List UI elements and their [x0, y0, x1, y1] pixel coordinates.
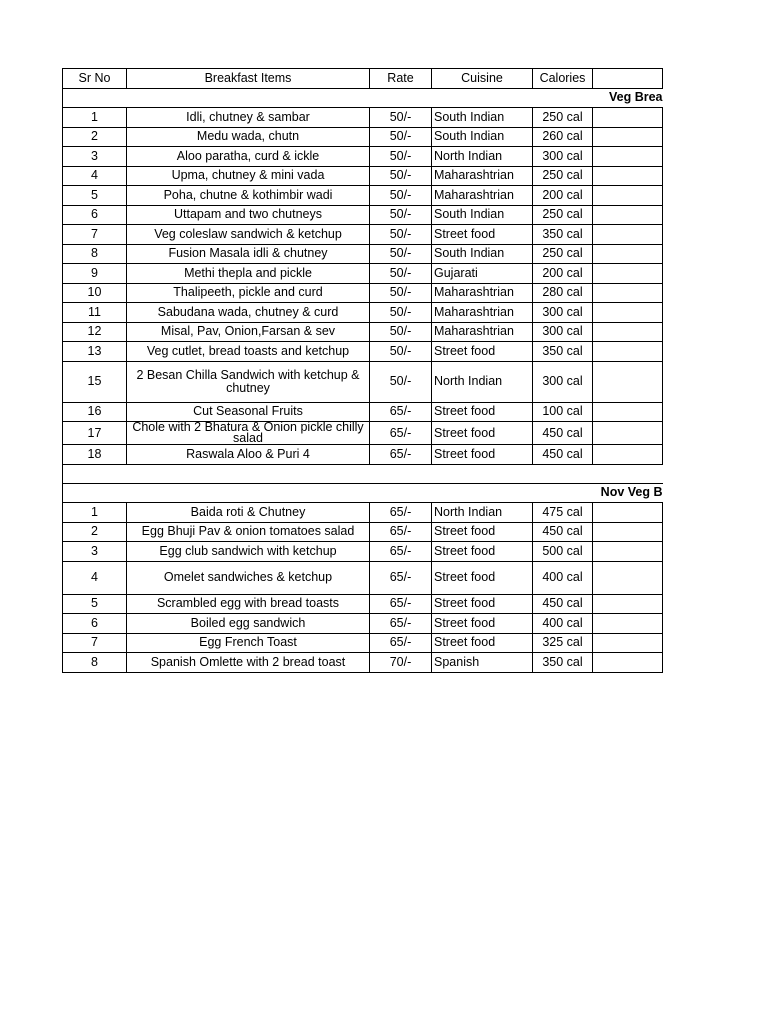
table-row	[63, 225, 663, 245]
calories-cell: 250 cal	[533, 205, 593, 225]
header-sr-no: Sr No	[63, 69, 127, 89]
cuisine-cell: Street food	[432, 522, 533, 542]
cuisine-cell: Spanish	[432, 653, 533, 673]
rate-cell: 65/-	[370, 633, 432, 653]
extra-cell	[593, 614, 663, 634]
rate-cell: 65/-	[370, 594, 432, 614]
extra-cell	[593, 445, 663, 465]
calories-cell: 350 cal	[533, 225, 593, 245]
menu-sheet	[62, 68, 663, 673]
sr-no-cell: 12	[63, 322, 127, 342]
item-cell: 2 Besan Chilla Sandwich with ketchup & chutney	[127, 361, 370, 402]
extra-cell	[593, 594, 663, 614]
extra-cell	[593, 402, 663, 422]
table-row	[63, 322, 663, 342]
extra-cell	[593, 361, 663, 402]
item-cell: Egg French Toast	[127, 633, 370, 653]
item-cell: Cut Seasonal Fruits	[127, 402, 370, 422]
item-cell: Thalipeeth, pickle and curd	[127, 283, 370, 303]
item-cell: Aloo paratha, curd & ickle	[127, 147, 370, 167]
item-cell: Fusion Masala idli & chutney	[127, 244, 370, 264]
sr-no-cell: 13	[63, 342, 127, 362]
extra-cell	[593, 264, 663, 284]
cuisine-cell: Gujarati	[432, 264, 533, 284]
nonveg-section-spacer	[63, 483, 533, 503]
item-cell: Raswala Aloo & Puri 4	[127, 445, 370, 465]
cuisine-cell: Street food	[432, 633, 533, 653]
item-cell: Egg Bhuji Pav & onion tomatoes salad	[127, 522, 370, 542]
sr-no-cell: 7	[63, 633, 127, 653]
item-cell: Methi thepla and pickle	[127, 264, 370, 284]
blank-row	[63, 464, 663, 483]
cuisine-cell: South Indian	[432, 127, 533, 147]
table-row	[63, 614, 663, 634]
table-row	[63, 264, 663, 284]
calories-cell: 300 cal	[533, 147, 593, 167]
rate-cell: 50/-	[370, 205, 432, 225]
calories-cell: 250 cal	[533, 166, 593, 186]
extra-cell	[593, 653, 663, 673]
extra-cell	[593, 108, 663, 128]
table-row	[63, 402, 663, 422]
header-breakfast-items: Breakfast Items	[127, 69, 370, 89]
table-row	[63, 522, 663, 542]
rate-cell: 65/-	[370, 445, 432, 465]
rate-cell: 50/-	[370, 225, 432, 245]
item-cell: Egg club sandwich with ketchup	[127, 542, 370, 562]
item-cell: Boiled egg sandwich	[127, 614, 370, 634]
calories-cell: 325 cal	[533, 633, 593, 653]
calories-cell: 260 cal	[533, 127, 593, 147]
sr-no-cell: 4	[63, 166, 127, 186]
rate-cell: 50/-	[370, 147, 432, 167]
calories-cell: 250 cal	[533, 244, 593, 264]
sr-no-cell: 6	[63, 614, 127, 634]
sr-no-cell: 1	[63, 503, 127, 523]
cuisine-cell: North Indian	[432, 147, 533, 167]
extra-cell	[593, 342, 663, 362]
table-row	[63, 186, 663, 206]
rate-cell: 50/-	[370, 303, 432, 323]
extra-cell	[593, 522, 663, 542]
table-row	[63, 303, 663, 323]
cuisine-cell: Maharashtrian	[432, 283, 533, 303]
extra-cell	[593, 186, 663, 206]
table-row	[63, 205, 663, 225]
header-cuisine: Cuisine	[432, 69, 533, 89]
cuisine-cell: Maharashtrian	[432, 166, 533, 186]
table-row	[63, 342, 663, 362]
rate-cell: 50/-	[370, 264, 432, 284]
rate-cell: 65/-	[370, 422, 432, 445]
calories-cell: 300 cal	[533, 322, 593, 342]
rate-cell: 65/-	[370, 542, 432, 562]
table-row	[63, 283, 663, 303]
header-extra	[593, 69, 663, 89]
nonveg-section-title: Nov Veg B	[533, 483, 663, 503]
rate-cell: 65/-	[370, 561, 432, 594]
item-cell: Spanish Omlette with 2 bread toast	[127, 653, 370, 673]
extra-cell	[593, 166, 663, 186]
sr-no-cell: 6	[63, 205, 127, 225]
calories-cell: 280 cal	[533, 283, 593, 303]
calories-cell: 450 cal	[533, 422, 593, 445]
cuisine-cell: North Indian	[432, 361, 533, 402]
menu-body	[63, 88, 663, 672]
sr-no-cell: 18	[63, 445, 127, 465]
cuisine-cell: South Indian	[432, 108, 533, 128]
sr-no-cell: 5	[63, 594, 127, 614]
rate-cell: 50/-	[370, 166, 432, 186]
rate-cell: 65/-	[370, 503, 432, 523]
cuisine-cell: South Indian	[432, 244, 533, 264]
extra-cell	[593, 127, 663, 147]
item-cell: Poha, chutne & kothimbir wadi	[127, 186, 370, 206]
cuisine-cell: Street food	[432, 614, 533, 634]
sr-no-cell: 4	[63, 561, 127, 594]
calories-cell: 300 cal	[533, 361, 593, 402]
blank-cell	[63, 464, 663, 483]
calories-cell: 400 cal	[533, 561, 593, 594]
table-row	[63, 422, 663, 445]
cuisine-cell: Street food	[432, 422, 533, 445]
breakfast-menu-table	[62, 68, 663, 673]
rate-cell: 70/-	[370, 653, 432, 673]
sr-no-cell: 3	[63, 542, 127, 562]
table-row	[63, 633, 663, 653]
rate-cell: 50/-	[370, 127, 432, 147]
table-row	[63, 542, 663, 562]
item-cell: Uttapam and two chutneys	[127, 205, 370, 225]
nonveg-section-row	[63, 483, 663, 503]
item-cell: Veg cutlet, bread toasts and ketchup	[127, 342, 370, 362]
header-calories: Calories	[533, 69, 593, 89]
table-row	[63, 108, 663, 128]
rate-cell: 65/-	[370, 522, 432, 542]
item-cell: Sabudana wada, chutney & curd	[127, 303, 370, 323]
table-row	[63, 244, 663, 264]
rate-cell: 50/-	[370, 361, 432, 402]
extra-cell	[593, 303, 663, 323]
calories-cell: 400 cal	[533, 614, 593, 634]
calories-cell: 100 cal	[533, 402, 593, 422]
veg-section-spacer	[63, 88, 533, 108]
sr-no-cell: 8	[63, 244, 127, 264]
calories-cell: 200 cal	[533, 264, 593, 284]
sr-no-cell: 5	[63, 186, 127, 206]
item-cell: Omelet sandwiches & ketchup	[127, 561, 370, 594]
extra-cell	[593, 503, 663, 523]
item-cell: Upma, chutney & mini vada	[127, 166, 370, 186]
calories-cell: 300 cal	[533, 303, 593, 323]
table-row	[63, 445, 663, 465]
calories-cell: 450 cal	[533, 522, 593, 542]
cuisine-cell: Street food	[432, 594, 533, 614]
table-row	[63, 147, 663, 167]
extra-cell	[593, 561, 663, 594]
cuisine-cell: Maharashtrian	[432, 322, 533, 342]
veg-section-row	[63, 88, 663, 108]
rate-cell: 65/-	[370, 402, 432, 422]
rate-cell: 50/-	[370, 186, 432, 206]
cuisine-cell: Maharashtrian	[432, 303, 533, 323]
rate-cell: 50/-	[370, 244, 432, 264]
item-cell: Veg coleslaw sandwich & ketchup	[127, 225, 370, 245]
cuisine-cell: South Indian	[432, 205, 533, 225]
sr-no-cell: 3	[63, 147, 127, 167]
item-cell: Idli, chutney & sambar	[127, 108, 370, 128]
item-cell: Baida roti & Chutney	[127, 503, 370, 523]
cuisine-cell: Street food	[432, 445, 533, 465]
extra-cell	[593, 244, 663, 264]
sr-no-cell: 11	[63, 303, 127, 323]
item-cell: Chole with 2 Bhatura & Onion pickle chilly salad	[127, 422, 370, 445]
item-cell: Scrambled egg with bread toasts	[127, 594, 370, 614]
sr-no-cell: 7	[63, 225, 127, 245]
extra-cell	[593, 205, 663, 225]
extra-cell	[593, 147, 663, 167]
sr-no-cell: 2	[63, 127, 127, 147]
cuisine-cell: Street food	[432, 561, 533, 594]
table-row	[63, 361, 663, 402]
extra-cell	[593, 422, 663, 445]
rate-cell: 65/-	[370, 614, 432, 634]
sr-no-cell: 17	[63, 422, 127, 445]
calories-cell: 475 cal	[533, 503, 593, 523]
rate-cell: 50/-	[370, 342, 432, 362]
rate-cell: 50/-	[370, 108, 432, 128]
cuisine-cell: Street food	[432, 402, 533, 422]
header-row	[63, 69, 663, 89]
cuisine-cell: Street food	[432, 225, 533, 245]
sr-no-cell: 15	[63, 361, 127, 402]
table-row	[63, 561, 663, 594]
calories-cell: 250 cal	[533, 108, 593, 128]
table-row	[63, 594, 663, 614]
sr-no-cell: 8	[63, 653, 127, 673]
table-row	[63, 653, 663, 673]
table-row	[63, 503, 663, 523]
calories-cell: 200 cal	[533, 186, 593, 206]
sr-no-cell: 1	[63, 108, 127, 128]
extra-cell	[593, 225, 663, 245]
calories-cell: 450 cal	[533, 445, 593, 465]
extra-cell	[593, 633, 663, 653]
item-cell: Misal, Pav, Onion,Farsan & sev	[127, 322, 370, 342]
cuisine-cell: Street food	[432, 342, 533, 362]
table-row	[63, 166, 663, 186]
cuisine-cell: North Indian	[432, 503, 533, 523]
cuisine-cell: Maharashtrian	[432, 186, 533, 206]
sr-no-cell: 10	[63, 283, 127, 303]
extra-cell	[593, 322, 663, 342]
cuisine-cell: Street food	[432, 542, 533, 562]
calories-cell: 450 cal	[533, 594, 593, 614]
sr-no-cell: 9	[63, 264, 127, 284]
extra-cell	[593, 283, 663, 303]
veg-section-title: Veg Brea	[533, 88, 663, 108]
calories-cell: 350 cal	[533, 653, 593, 673]
sr-no-cell: 2	[63, 522, 127, 542]
rate-cell: 50/-	[370, 322, 432, 342]
table-row	[63, 127, 663, 147]
item-cell: Medu wada, chutn	[127, 127, 370, 147]
sr-no-cell: 16	[63, 402, 127, 422]
extra-cell	[593, 542, 663, 562]
calories-cell: 500 cal	[533, 542, 593, 562]
rate-cell: 50/-	[370, 283, 432, 303]
header-rate: Rate	[370, 69, 432, 89]
calories-cell: 350 cal	[533, 342, 593, 362]
